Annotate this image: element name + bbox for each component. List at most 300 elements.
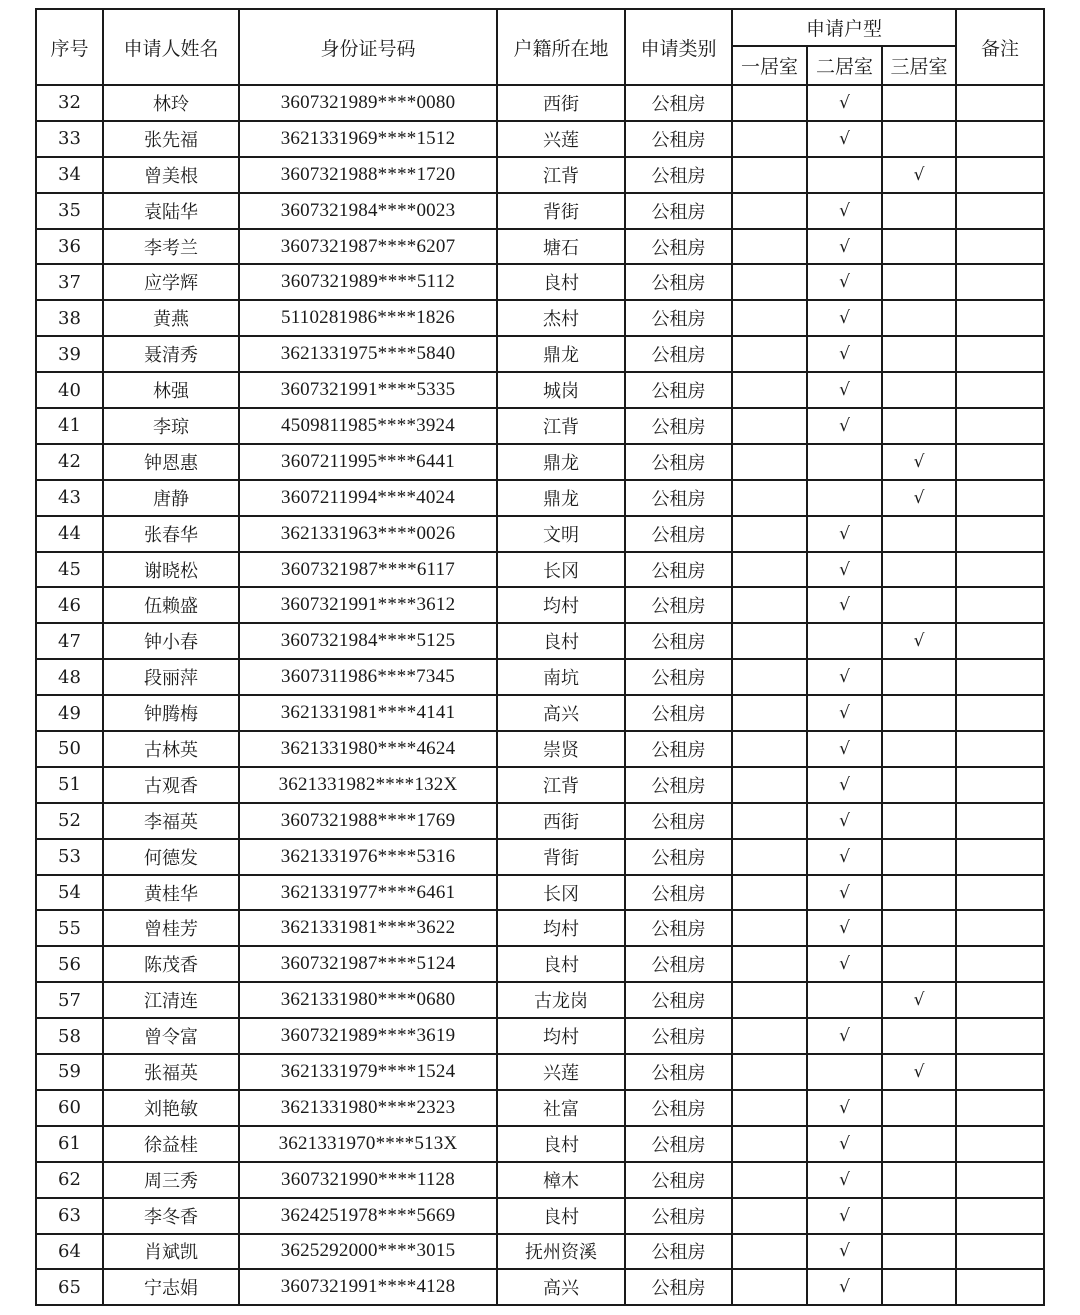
seq-cell: 57 xyxy=(36,982,103,1018)
remark-cell xyxy=(956,372,1044,408)
category-cell: 公租房 xyxy=(625,264,732,300)
three-bedroom-cell xyxy=(882,193,956,229)
header-one-bedroom: 一居室 xyxy=(732,46,807,85)
seq-cell: 37 xyxy=(36,264,103,300)
id-number-cell: 3621331970****513X xyxy=(239,1126,497,1162)
seq-cell: 49 xyxy=(36,695,103,731)
three-bedroom-cell xyxy=(882,803,956,839)
name-cell: 李琼 xyxy=(103,408,239,444)
remark-cell xyxy=(956,767,1044,803)
residence-cell: 均村 xyxy=(497,1018,625,1054)
table-row xyxy=(36,946,1044,982)
category-cell: 公租房 xyxy=(625,229,732,265)
two-bedroom-cell xyxy=(807,803,882,839)
one-bedroom-cell xyxy=(732,1126,807,1162)
table-row xyxy=(36,1090,1044,1126)
id-number-cell: 3607321989****5112 xyxy=(239,264,497,300)
residence-cell: 背街 xyxy=(497,839,625,875)
check-mark: √ xyxy=(839,380,850,401)
category-cell: 公租房 xyxy=(625,1234,732,1270)
seq-cell: 39 xyxy=(36,336,103,372)
three-bedroom-cell xyxy=(882,767,956,803)
one-bedroom-cell xyxy=(732,623,807,659)
two-bedroom-cell xyxy=(807,587,882,623)
residence-cell: 西街 xyxy=(497,803,625,839)
table-row xyxy=(36,480,1044,516)
table-row xyxy=(36,803,1044,839)
seq-cell: 35 xyxy=(36,193,103,229)
remark-cell xyxy=(956,839,1044,875)
table-row xyxy=(36,1126,1044,1162)
one-bedroom-cell xyxy=(732,839,807,875)
remark-cell xyxy=(956,121,1044,157)
two-bedroom-cell xyxy=(807,839,882,875)
check-mark: √ xyxy=(839,918,850,939)
two-bedroom-cell xyxy=(807,659,882,695)
id-number-cell: 3621331976****5316 xyxy=(239,839,497,875)
category-cell: 公租房 xyxy=(625,121,732,157)
category-cell: 公租房 xyxy=(625,875,732,911)
residence-cell: 抚州资溪 xyxy=(497,1234,625,1270)
check-mark: √ xyxy=(839,200,850,221)
check-mark: √ xyxy=(839,1205,850,1226)
three-bedroom-cell xyxy=(882,264,956,300)
seq-cell: 59 xyxy=(36,1054,103,1090)
name-cell: 曾桂芳 xyxy=(103,910,239,946)
two-bedroom-cell xyxy=(807,264,882,300)
table-header xyxy=(36,9,1044,85)
two-bedroom-cell xyxy=(807,623,882,659)
one-bedroom-cell xyxy=(732,408,807,444)
remark-cell xyxy=(956,264,1044,300)
seq-cell: 44 xyxy=(36,516,103,552)
table-row xyxy=(36,408,1044,444)
name-cell: 何德发 xyxy=(103,839,239,875)
residence-cell: 高兴 xyxy=(497,695,625,731)
residence-cell: 长冈 xyxy=(497,875,625,911)
name-cell: 谢晓松 xyxy=(103,552,239,588)
category-cell: 公租房 xyxy=(625,587,732,623)
residence-cell: 崇贤 xyxy=(497,731,625,767)
seq-cell: 54 xyxy=(36,875,103,911)
header-seq: 序号 xyxy=(36,9,103,85)
one-bedroom-cell xyxy=(732,1234,807,1270)
id-number-cell: 3621331979****1524 xyxy=(239,1054,497,1090)
one-bedroom-cell xyxy=(732,767,807,803)
name-cell: 应学辉 xyxy=(103,264,239,300)
header-two-bedroom: 二居室 xyxy=(807,46,882,85)
seq-cell: 55 xyxy=(36,910,103,946)
one-bedroom-cell xyxy=(732,1090,807,1126)
name-cell: 袁陆华 xyxy=(103,193,239,229)
residence-cell: 良村 xyxy=(497,623,625,659)
two-bedroom-cell xyxy=(807,731,882,767)
check-mark: √ xyxy=(839,1133,850,1154)
remark-cell xyxy=(956,408,1044,444)
id-number-cell: 4509811985****3924 xyxy=(239,408,497,444)
two-bedroom-cell xyxy=(807,982,882,1018)
header-remark: 备注 xyxy=(956,9,1044,85)
check-mark: √ xyxy=(839,415,850,436)
three-bedroom-cell xyxy=(882,85,956,121)
header-id-number: 身份证号码 xyxy=(239,9,497,85)
name-cell: 钟腾梅 xyxy=(103,695,239,731)
name-cell: 刘艳敏 xyxy=(103,1090,239,1126)
seq-cell: 41 xyxy=(36,408,103,444)
residence-cell: 良村 xyxy=(497,946,625,982)
category-cell: 公租房 xyxy=(625,1198,732,1234)
one-bedroom-cell xyxy=(732,910,807,946)
seq-cell: 58 xyxy=(36,1018,103,1054)
two-bedroom-cell xyxy=(807,767,882,803)
one-bedroom-cell xyxy=(732,731,807,767)
id-number-cell: 3607321991****3612 xyxy=(239,587,497,623)
category-cell: 公租房 xyxy=(625,731,732,767)
category-cell: 公租房 xyxy=(625,659,732,695)
three-bedroom-cell xyxy=(882,1126,956,1162)
two-bedroom-cell xyxy=(807,946,882,982)
one-bedroom-cell xyxy=(732,372,807,408)
name-cell: 李福英 xyxy=(103,803,239,839)
two-bedroom-cell xyxy=(807,1090,882,1126)
three-bedroom-cell xyxy=(882,1198,956,1234)
two-bedroom-cell xyxy=(807,336,882,372)
one-bedroom-cell xyxy=(732,1018,807,1054)
one-bedroom-cell xyxy=(732,587,807,623)
id-number-cell: 3621331981****3622 xyxy=(239,910,497,946)
two-bedroom-cell xyxy=(807,372,882,408)
category-cell: 公租房 xyxy=(625,300,732,336)
id-number-cell: 3607321991****5335 xyxy=(239,372,497,408)
one-bedroom-cell xyxy=(732,875,807,911)
category-cell: 公租房 xyxy=(625,982,732,1018)
category-cell: 公租房 xyxy=(625,157,732,193)
one-bedroom-cell xyxy=(732,659,807,695)
residence-cell: 城岗 xyxy=(497,372,625,408)
two-bedroom-cell xyxy=(807,444,882,480)
one-bedroom-cell xyxy=(732,264,807,300)
id-number-cell: 3625292000****3015 xyxy=(239,1234,497,1270)
one-bedroom-cell xyxy=(732,85,807,121)
one-bedroom-cell xyxy=(732,1198,807,1234)
one-bedroom-cell xyxy=(732,336,807,372)
residence-cell: 社富 xyxy=(497,1090,625,1126)
seq-cell: 45 xyxy=(36,552,103,588)
seq-cell: 42 xyxy=(36,444,103,480)
three-bedroom-cell xyxy=(882,1162,956,1198)
check-mark: √ xyxy=(839,738,850,759)
name-cell: 林强 xyxy=(103,372,239,408)
residence-cell: 兴莲 xyxy=(497,1054,625,1090)
category-cell: 公租房 xyxy=(625,623,732,659)
two-bedroom-cell xyxy=(807,121,882,157)
id-number-cell: 3607321984****0023 xyxy=(239,193,497,229)
seq-cell: 50 xyxy=(36,731,103,767)
id-number-cell: 3621331980****2323 xyxy=(239,1090,497,1126)
two-bedroom-cell xyxy=(807,193,882,229)
header-residence: 户籍所在地 xyxy=(497,9,625,85)
table-row xyxy=(36,1054,1044,1090)
one-bedroom-cell xyxy=(732,803,807,839)
check-mark: √ xyxy=(839,272,850,293)
table-row xyxy=(36,767,1044,803)
header-house-type: 申请户型 xyxy=(732,9,956,46)
id-number-cell: 3621331980****4624 xyxy=(239,731,497,767)
residence-cell: 西街 xyxy=(497,85,625,121)
check-mark: √ xyxy=(839,595,850,616)
id-number-cell: 3607321989****3619 xyxy=(239,1018,497,1054)
table-body xyxy=(36,85,1044,1305)
name-cell: 陈茂香 xyxy=(103,946,239,982)
two-bedroom-cell xyxy=(807,408,882,444)
two-bedroom-cell xyxy=(807,552,882,588)
three-bedroom-cell xyxy=(882,408,956,444)
three-bedroom-cell xyxy=(882,1234,956,1270)
residence-cell: 古龙岗 xyxy=(497,982,625,1018)
one-bedroom-cell xyxy=(732,193,807,229)
residence-cell: 鼎龙 xyxy=(497,336,625,372)
table-row xyxy=(36,372,1044,408)
table-row xyxy=(36,193,1044,229)
category-cell: 公租房 xyxy=(625,372,732,408)
check-mark: √ xyxy=(913,164,925,185)
one-bedroom-cell xyxy=(732,946,807,982)
two-bedroom-cell xyxy=(807,1126,882,1162)
category-cell: 公租房 xyxy=(625,1018,732,1054)
category-cell: 公租房 xyxy=(625,480,732,516)
id-number-cell: 3607321984****5125 xyxy=(239,623,497,659)
remark-cell xyxy=(956,875,1044,911)
table-row xyxy=(36,157,1044,193)
category-cell: 公租房 xyxy=(625,803,732,839)
applicant-table xyxy=(35,8,1045,1306)
three-bedroom-cell xyxy=(882,444,956,480)
three-bedroom-cell xyxy=(882,875,956,911)
residence-cell: 江背 xyxy=(497,157,625,193)
remark-cell xyxy=(956,803,1044,839)
category-cell: 公租房 xyxy=(625,1162,732,1198)
name-cell: 聂清秀 xyxy=(103,336,239,372)
name-cell: 古观香 xyxy=(103,767,239,803)
residence-cell: 均村 xyxy=(497,587,625,623)
category-cell: 公租房 xyxy=(625,516,732,552)
category-cell: 公租房 xyxy=(625,839,732,875)
two-bedroom-cell xyxy=(807,300,882,336)
seq-cell: 32 xyxy=(36,85,103,121)
three-bedroom-cell xyxy=(882,552,956,588)
three-bedroom-cell xyxy=(882,516,956,552)
table-row xyxy=(36,229,1044,265)
name-cell: 张先福 xyxy=(103,121,239,157)
id-number-cell: 3621331969****1512 xyxy=(239,121,497,157)
remark-cell xyxy=(956,1269,1044,1305)
category-cell: 公租房 xyxy=(625,1126,732,1162)
three-bedroom-cell xyxy=(882,946,956,982)
remark-cell xyxy=(956,444,1044,480)
id-number-cell: 3607321988****1769 xyxy=(239,803,497,839)
one-bedroom-cell xyxy=(732,552,807,588)
name-cell: 周三秀 xyxy=(103,1162,239,1198)
seq-cell: 56 xyxy=(36,946,103,982)
check-mark: √ xyxy=(839,559,850,580)
one-bedroom-cell xyxy=(732,982,807,1018)
one-bedroom-cell xyxy=(732,480,807,516)
header-name: 申请人姓名 xyxy=(103,9,239,85)
residence-cell: 均村 xyxy=(497,910,625,946)
three-bedroom-cell xyxy=(882,695,956,731)
remark-cell xyxy=(956,695,1044,731)
seq-cell: 48 xyxy=(36,659,103,695)
id-number-cell: 3621331981****4141 xyxy=(239,695,497,731)
category-cell: 公租房 xyxy=(625,193,732,229)
two-bedroom-cell xyxy=(807,516,882,552)
id-number-cell: 3607321987****6207 xyxy=(239,229,497,265)
id-number-cell: 3607321991****4128 xyxy=(239,1269,497,1305)
check-mark: √ xyxy=(839,1169,850,1190)
seq-cell: 61 xyxy=(36,1126,103,1162)
seq-cell: 46 xyxy=(36,587,103,623)
remark-cell xyxy=(956,516,1044,552)
category-cell: 公租房 xyxy=(625,695,732,731)
remark-cell xyxy=(956,85,1044,121)
residence-cell: 鼎龙 xyxy=(497,480,625,516)
remark-cell xyxy=(956,1126,1044,1162)
residence-cell: 背街 xyxy=(497,193,625,229)
table-row xyxy=(36,264,1044,300)
three-bedroom-cell xyxy=(882,480,956,516)
one-bedroom-cell xyxy=(732,229,807,265)
seq-cell: 47 xyxy=(36,623,103,659)
table-row xyxy=(36,1198,1044,1234)
two-bedroom-cell xyxy=(807,1054,882,1090)
seq-cell: 62 xyxy=(36,1162,103,1198)
three-bedroom-cell xyxy=(882,300,956,336)
remark-cell xyxy=(956,659,1044,695)
check-mark: √ xyxy=(839,810,850,831)
id-number-cell: 5110281986****1826 xyxy=(239,300,497,336)
remark-cell xyxy=(956,552,1044,588)
remark-cell xyxy=(956,1234,1044,1270)
one-bedroom-cell xyxy=(732,300,807,336)
two-bedroom-cell xyxy=(807,1269,882,1305)
table-row xyxy=(36,336,1044,372)
three-bedroom-cell xyxy=(882,1054,956,1090)
remark-cell xyxy=(956,480,1044,516)
header-three-bedroom: 三居室 xyxy=(882,46,956,85)
remark-cell xyxy=(956,1162,1044,1198)
table-row xyxy=(36,587,1044,623)
name-cell: 张福英 xyxy=(103,1054,239,1090)
check-mark: √ xyxy=(839,703,850,724)
check-mark: √ xyxy=(913,487,925,508)
residence-cell: 塘石 xyxy=(497,229,625,265)
id-number-cell: 3607321987****5124 xyxy=(239,946,497,982)
three-bedroom-cell xyxy=(882,982,956,1018)
name-cell: 黄燕 xyxy=(103,300,239,336)
three-bedroom-cell xyxy=(882,229,956,265)
name-cell: 徐益桂 xyxy=(103,1126,239,1162)
name-cell: 唐静 xyxy=(103,480,239,516)
check-mark: √ xyxy=(913,1061,925,1082)
category-cell: 公租房 xyxy=(625,552,732,588)
residence-cell: 鼎龙 xyxy=(497,444,625,480)
three-bedroom-cell xyxy=(882,1090,956,1126)
table-row xyxy=(36,623,1044,659)
remark-cell xyxy=(956,300,1044,336)
residence-cell: 樟木 xyxy=(497,1162,625,1198)
table-row xyxy=(36,121,1044,157)
table-row xyxy=(36,659,1044,695)
check-mark: √ xyxy=(913,451,925,472)
three-bedroom-cell xyxy=(882,121,956,157)
remark-cell xyxy=(956,623,1044,659)
table-row xyxy=(36,1234,1044,1270)
table-row xyxy=(36,695,1044,731)
remark-cell xyxy=(956,1054,1044,1090)
three-bedroom-cell xyxy=(882,623,956,659)
seq-cell: 53 xyxy=(36,839,103,875)
id-number-cell: 3607321990****1128 xyxy=(239,1162,497,1198)
table-row xyxy=(36,1269,1044,1305)
two-bedroom-cell xyxy=(807,875,882,911)
check-mark: √ xyxy=(839,236,850,257)
three-bedroom-cell xyxy=(882,587,956,623)
two-bedroom-cell xyxy=(807,229,882,265)
one-bedroom-cell xyxy=(732,1054,807,1090)
residence-cell: 杰村 xyxy=(497,300,625,336)
category-cell: 公租房 xyxy=(625,946,732,982)
residence-cell: 兴莲 xyxy=(497,121,625,157)
one-bedroom-cell xyxy=(732,157,807,193)
seq-cell: 36 xyxy=(36,229,103,265)
table-row xyxy=(36,1162,1044,1198)
seq-cell: 33 xyxy=(36,121,103,157)
two-bedroom-cell xyxy=(807,1162,882,1198)
category-cell: 公租房 xyxy=(625,408,732,444)
table-row xyxy=(36,731,1044,767)
one-bedroom-cell xyxy=(732,516,807,552)
name-cell: 张春华 xyxy=(103,516,239,552)
one-bedroom-cell xyxy=(732,1162,807,1198)
two-bedroom-cell xyxy=(807,1018,882,1054)
id-number-cell: 3607321989****0080 xyxy=(239,85,497,121)
id-number-cell: 3607211995****6441 xyxy=(239,444,497,480)
id-number-cell: 3607321988****1720 xyxy=(239,157,497,193)
id-number-cell: 3607211994****4024 xyxy=(239,480,497,516)
seq-cell: 43 xyxy=(36,480,103,516)
category-cell: 公租房 xyxy=(625,336,732,372)
remark-cell xyxy=(956,946,1044,982)
residence-cell: 江背 xyxy=(497,767,625,803)
table-row xyxy=(36,552,1044,588)
id-number-cell: 3621331975****5840 xyxy=(239,336,497,372)
three-bedroom-cell xyxy=(882,910,956,946)
seq-cell: 64 xyxy=(36,1234,103,1270)
table-row xyxy=(36,300,1044,336)
check-mark: √ xyxy=(839,1026,850,1047)
three-bedroom-cell xyxy=(882,839,956,875)
remark-cell xyxy=(956,193,1044,229)
three-bedroom-cell xyxy=(882,336,956,372)
one-bedroom-cell xyxy=(732,1269,807,1305)
remark-cell xyxy=(956,982,1044,1018)
id-number-cell: 3607321987****6117 xyxy=(239,552,497,588)
one-bedroom-cell xyxy=(732,444,807,480)
name-cell: 伍赖盛 xyxy=(103,587,239,623)
check-mark: √ xyxy=(839,882,850,903)
id-number-cell: 3607311986****7345 xyxy=(239,659,497,695)
check-mark: √ xyxy=(913,990,925,1011)
